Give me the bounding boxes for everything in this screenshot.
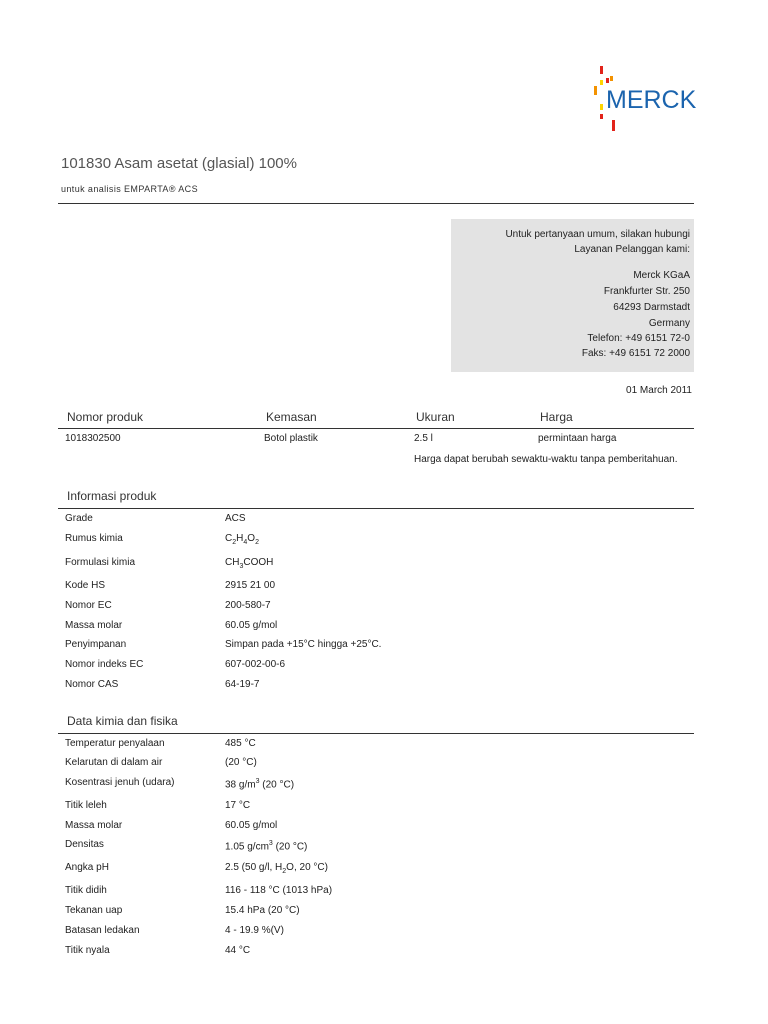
chem-label: Titik nyala xyxy=(65,945,110,956)
info-value: 64-19-7 xyxy=(225,679,260,690)
info-label: Kode HS xyxy=(65,580,106,591)
info-label: Massa molar xyxy=(65,620,123,631)
order-packaging: Botol plastik xyxy=(264,433,318,444)
chem-value: 116 - 118 °C (1013 hPa) xyxy=(225,885,333,896)
chem-label: Angka pH xyxy=(65,862,109,873)
section-title-product-info: Informasi produk xyxy=(67,489,157,503)
logo-bar-yellow xyxy=(600,80,603,85)
info-label: Penyimpanan xyxy=(65,639,127,650)
chem-value xyxy=(225,840,307,852)
value-superscript: 3 xyxy=(268,840,273,847)
info-value: 200-580-7 xyxy=(225,600,271,611)
formula-part: C xyxy=(225,533,233,544)
info-value: 607-002-00-6 xyxy=(225,659,286,670)
chem-value: 485 °C xyxy=(225,738,256,749)
info-label: Nomor CAS xyxy=(65,679,119,690)
info-value-formula xyxy=(225,533,259,546)
col-header-product-number: Nomor produk xyxy=(67,410,144,424)
logo-bar-red-top xyxy=(600,66,603,74)
chem-value: 60.05 g/mol xyxy=(225,820,278,831)
contact-box xyxy=(451,219,694,372)
chem-label: Temperatur penyalaan xyxy=(65,738,165,749)
chem-value: 15.4 hPa (20 °C) xyxy=(225,905,300,916)
logo-bar-red-bottom xyxy=(612,120,615,131)
info-value: ACS xyxy=(225,513,246,524)
formula-subscript: 2 xyxy=(255,539,259,546)
contact-street: Frankfurter Str. 250 xyxy=(603,286,690,297)
formula-subscript: 4 xyxy=(243,539,248,546)
formula-part: O xyxy=(247,533,256,544)
formula-subscript: 3 xyxy=(239,563,244,570)
chem-value xyxy=(225,862,328,875)
info-value: Simpan pada +15°C hingga +25°C. xyxy=(225,639,382,650)
chem-value xyxy=(225,778,294,790)
contact-line: Layanan Pelanggan kami: xyxy=(574,244,690,255)
section-title-chem-data: Data kimia dan fisika xyxy=(67,714,178,728)
chem-label: Kelarutan di dalam air xyxy=(65,757,163,768)
logo-bar-red-low xyxy=(600,114,603,119)
product-info-divider xyxy=(58,508,694,509)
order-table-divider xyxy=(58,428,694,429)
header-divider xyxy=(58,203,694,204)
price-note: Harga dapat berubah sewaktu-waktu tanpa pemberitahuan. xyxy=(414,454,678,465)
info-value-structural-formula xyxy=(225,557,273,570)
chem-label: Titik didih xyxy=(65,885,107,896)
product-subtitle: untuk analisis EMPARTA® ACS xyxy=(61,184,198,194)
contact-phone: Telefon: +49 6151 72-0 xyxy=(587,333,690,344)
info-label: Formulasi kimia xyxy=(65,557,136,568)
value-part: 38 g/m xyxy=(225,779,256,791)
formula-subscript: 2 xyxy=(232,539,237,546)
col-header-size: Ukuran xyxy=(416,410,455,424)
order-product-number: 1018302500 xyxy=(65,433,121,444)
logo-wordmark: MERCK xyxy=(606,86,697,114)
logo-bar-orange-1 xyxy=(594,86,597,95)
chem-value: 17 °C xyxy=(225,800,251,811)
chem-label: Batasan ledakan xyxy=(65,925,140,936)
logo-bar-orange-2 xyxy=(610,76,613,81)
col-header-packaging: Kemasan xyxy=(266,410,317,424)
value-part: O, 20 °C) xyxy=(286,862,328,873)
chem-label: Titik leleh xyxy=(65,800,107,811)
product-title: 101830 Asam asetat (glasial) 100% xyxy=(61,155,297,172)
document-date: 01 March 2011 xyxy=(626,385,692,396)
contact-city: 64293 Darmstadt xyxy=(613,302,690,313)
contact-country: Germany xyxy=(648,318,690,329)
info-value: 60.05 g/mol xyxy=(225,620,278,631)
formula-part: H xyxy=(236,533,244,544)
chem-label: Densitas xyxy=(65,839,104,850)
logo-bar-red-mid xyxy=(606,78,609,83)
merck-logo xyxy=(592,64,697,134)
info-label: Grade xyxy=(65,513,93,524)
value-superscript: 3 xyxy=(255,778,260,785)
value-part: (20 °C) xyxy=(259,779,295,791)
contact-fax: Faks: +49 6151 72 2000 xyxy=(581,348,690,359)
value-subscript: 2 xyxy=(282,868,287,875)
chem-label: Tekanan uap xyxy=(65,905,123,916)
info-label: Nomor indeks EC xyxy=(65,659,144,670)
info-label: Rumus kimia xyxy=(65,533,123,544)
info-label: Nomor EC xyxy=(65,600,112,611)
chem-value: 44 °C xyxy=(225,945,251,956)
formula-part: COOH xyxy=(243,557,274,568)
value-part: 2.5 (50 g/l, H xyxy=(225,862,283,873)
col-header-price: Harga xyxy=(540,410,573,424)
value-part: 1.05 g/cm xyxy=(225,841,269,853)
chem-value: 4 - 19.9 %(V) xyxy=(225,925,284,936)
order-price: permintaan harga xyxy=(538,433,617,444)
chem-label: Kosentrasi jenuh (udara) xyxy=(65,777,175,788)
formula-part: CH xyxy=(225,557,240,568)
logo-bar-yellow-low xyxy=(600,104,603,110)
contact-line: Untuk pertanyaan umum, silakan hubungi xyxy=(505,229,690,240)
value-part: (20 °C) xyxy=(272,841,308,853)
order-size: 2.5 l xyxy=(414,433,433,444)
chem-value: (20 °C) xyxy=(225,757,257,768)
chem-label: Massa molar xyxy=(65,820,123,831)
chem-data-divider xyxy=(58,733,694,734)
info-value: 2915 21 00 xyxy=(225,580,276,591)
contact-company: Merck KGaA xyxy=(633,270,690,281)
